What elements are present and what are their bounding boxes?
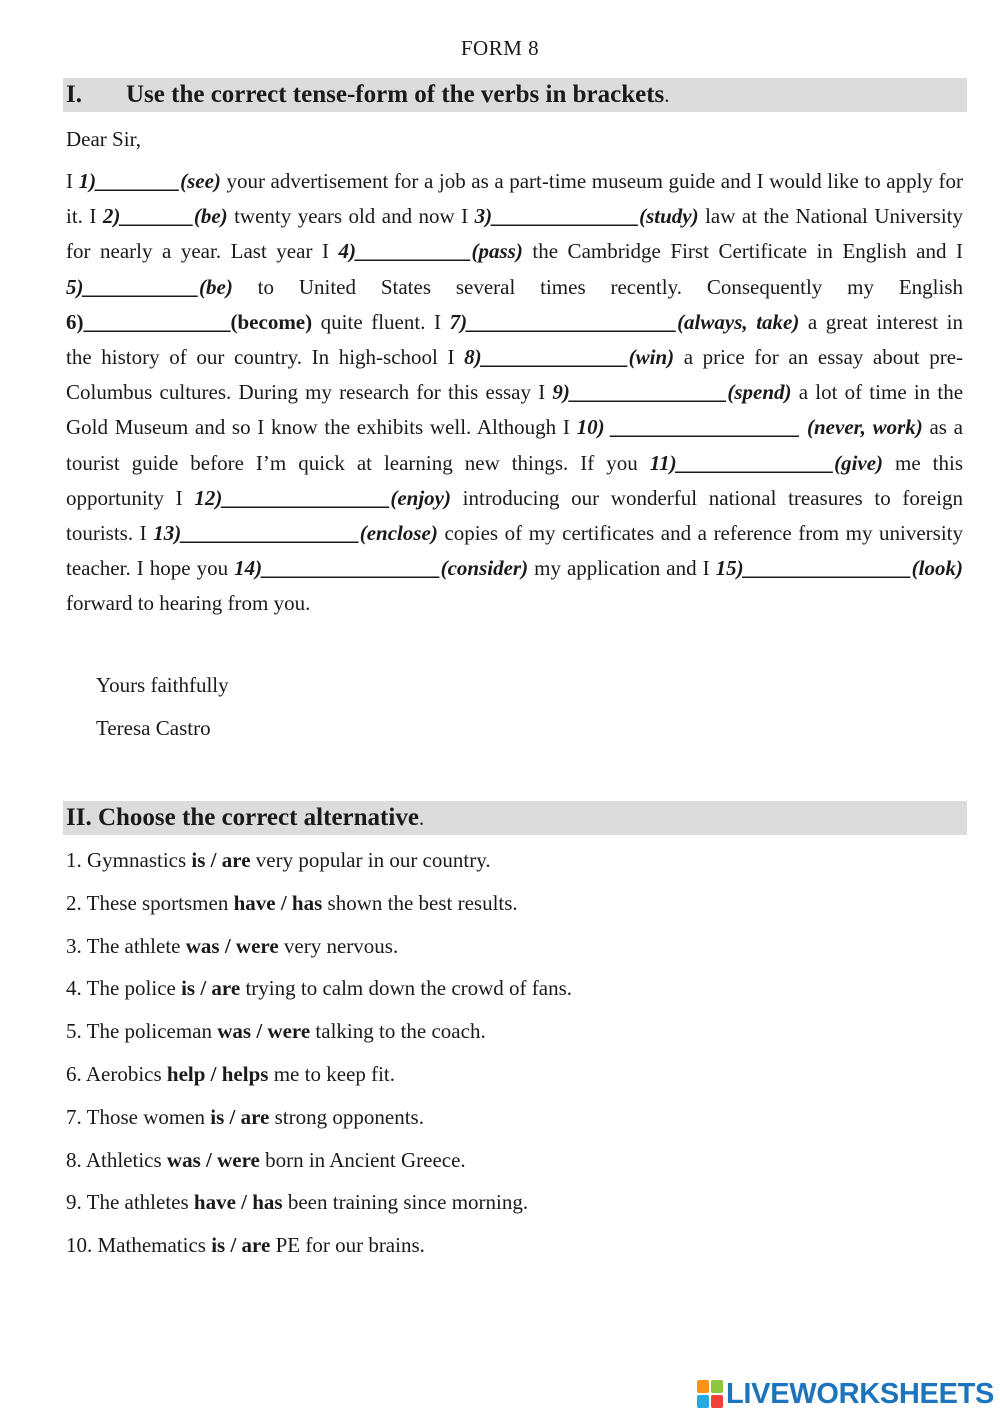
list-item	[66, 1102, 572, 1145]
gap-7[interactable]: 7)____________________	[449, 309, 678, 334]
list-item	[66, 845, 572, 888]
gap-2[interactable]: 2)_______	[102, 204, 194, 229]
gap-9[interactable]: 9)_______________	[552, 380, 728, 405]
letter-greeting: Dear Sir,	[66, 127, 141, 151]
list-item	[66, 973, 572, 1016]
logo-square	[697, 1380, 709, 1393]
verb-hint-3: (study)	[639, 204, 699, 229]
item-text: talking to the coach.	[310, 1019, 486, 1044]
item-text: 5. The policeman	[66, 1019, 218, 1044]
letter-signature: Teresa Castro	[96, 716, 211, 740]
verb-hint-11: (give)	[834, 450, 884, 475]
letter-text: a great interest in the history of our country. In high-school I	[66, 309, 963, 370]
letter-text: quite fluent. I	[312, 309, 450, 334]
section-1-title: Use the correct tense-form of the verbs in brackets	[126, 81, 665, 108]
letter-body	[66, 164, 963, 622]
item-text: 6. Aerobics	[66, 1061, 167, 1086]
choice-options[interactable]: is / are	[210, 1104, 270, 1129]
letter-closing: Yours faithfully	[96, 673, 229, 697]
gap-13[interactable]: 13)_________________	[153, 521, 360, 546]
choice-options[interactable]: have / has	[233, 890, 323, 915]
list-item	[66, 1059, 572, 1102]
letter-text: your advertisement for a job as a part-time museum guide and I would like to apply for it. I	[66, 169, 963, 229]
verb-hint-13: (enclose)	[359, 521, 438, 546]
verb-hint-9: (spend)	[727, 380, 792, 405]
logo-square	[711, 1395, 723, 1408]
section-2-period: .	[418, 806, 425, 830]
verb-hint-4: (pass)	[471, 239, 523, 264]
verb-hint-8: (win)	[628, 345, 675, 370]
section-2-header	[63, 801, 967, 835]
form-title: FORM 8	[460, 36, 540, 60]
choice-options[interactable]: help / helps	[166, 1061, 269, 1086]
letter-text: introducing our wonderful national treasures to foreign tourists. I	[66, 485, 963, 546]
logo-text: LIVEWORKSHEETS	[726, 1377, 995, 1410]
item-text: very nervous.	[278, 933, 399, 958]
choice-options[interactable]: is / are	[191, 848, 251, 872]
letter-text: a lot of time in the Gold Museum and so I know the exhibits well. Although I	[66, 380, 964, 440]
list-item	[66, 1145, 572, 1188]
choice-options[interactable]: is / are	[211, 1233, 271, 1258]
section-1-period: .	[664, 83, 670, 107]
item-text: 3. The athlete	[66, 933, 186, 958]
gap-1[interactable]: 1)________	[78, 169, 181, 193]
section-2-number: II.	[66, 804, 92, 831]
gap-4[interactable]: 4)___________	[338, 239, 472, 264]
item-text: 1. Gymnastics	[66, 848, 192, 872]
liveworksheets-logo	[697, 1376, 994, 1412]
choice-options[interactable]: have / has	[193, 1190, 283, 1215]
item-text: been training since morning.	[282, 1190, 529, 1215]
section-2-title: Choose the correct alternative	[97, 804, 419, 831]
section-1-header	[63, 78, 967, 112]
list-item	[66, 1230, 572, 1273]
letter-text: twenty years old and now I	[227, 204, 475, 229]
gap-8[interactable]: 8)______________	[464, 345, 629, 370]
list-item	[66, 888, 572, 931]
alternatives-list	[66, 845, 572, 1273]
letter-text: copies of my certificates and a reference from my university teacher. I hope you	[66, 521, 963, 581]
verb-hint-15: (look)	[911, 556, 963, 581]
item-text: born in Ancient Greece.	[259, 1147, 466, 1172]
list-item	[66, 931, 572, 974]
gap-15[interactable]: 15)________________	[715, 556, 912, 581]
list-item	[66, 1187, 572, 1230]
letter-text: I	[66, 169, 79, 193]
gap-14[interactable]: 14)_________________	[234, 556, 441, 581]
item-text: PE for our brains.	[270, 1233, 425, 1258]
letter-text: my application and I	[528, 556, 716, 581]
item-text: 10. Mathematics	[66, 1233, 212, 1258]
verb-hint-14: (consider)	[440, 556, 529, 581]
letter-text: forward to hearing from you.	[66, 591, 311, 616]
verb-hint-5: (be)	[199, 274, 233, 299]
gap-3[interactable]: 3)______________	[474, 204, 640, 229]
item-text: me to keep fit.	[268, 1061, 395, 1086]
item-text: shown the best results.	[322, 890, 518, 915]
logo-mark-icon	[697, 1380, 723, 1408]
item-text: 4. The police	[66, 976, 182, 1001]
item-text: 7. Those women	[66, 1104, 211, 1129]
gap-6[interactable]: 6)______________	[66, 309, 231, 334]
gap-5[interactable]: 5)___________	[66, 274, 199, 299]
item-text: 8. Athletics	[66, 1147, 167, 1172]
verb-hint-10: (never, work)	[807, 415, 923, 440]
choice-options[interactable]: was / were	[217, 1019, 311, 1044]
verb-hint-2: (be)	[193, 204, 228, 229]
logo-square	[697, 1395, 709, 1408]
letter-text: as a tourist guide before I’m quick at learning new things. If you	[66, 415, 963, 475]
logo-square	[711, 1380, 723, 1393]
gap-12[interactable]: 12)________________	[194, 485, 391, 510]
list-item	[66, 1016, 572, 1059]
letter-text: to United States several times recently. Consequently my English	[232, 274, 963, 299]
item-text: 2. These sportsmen	[66, 890, 234, 915]
gap-11[interactable]: 11)_______________	[649, 450, 835, 475]
item-text: strong opponents.	[269, 1104, 424, 1129]
item-text: very popular in our country.	[250, 848, 491, 872]
verb-hint-6: (become)	[230, 309, 313, 334]
letter-text: me this opportunity I	[66, 450, 964, 510]
item-text: trying to calm down the crowd of fans.	[240, 976, 573, 1001]
gap-10[interactable]: 10) __________________	[576, 415, 801, 440]
choice-options[interactable]: is / are	[181, 976, 241, 1001]
section-1-number: I.	[66, 81, 82, 108]
verb-hint-12: (enjoy)	[390, 485, 451, 510]
verb-hint-7: (always, take)	[677, 309, 800, 334]
verb-hint-1: (see)	[180, 169, 221, 193]
choice-options[interactable]: was / were	[185, 933, 279, 958]
letter-text: law at the National University for nearly a year. Last year I	[66, 204, 963, 264]
letter-text: the Cambridge First Certificate in English and I	[522, 239, 963, 264]
letter-text: a price for an essay about pre-Columbus cultures. During my research for this essay I	[66, 345, 964, 405]
choice-options[interactable]: was / were	[166, 1147, 260, 1172]
item-text: 9. The athletes	[66, 1190, 194, 1215]
